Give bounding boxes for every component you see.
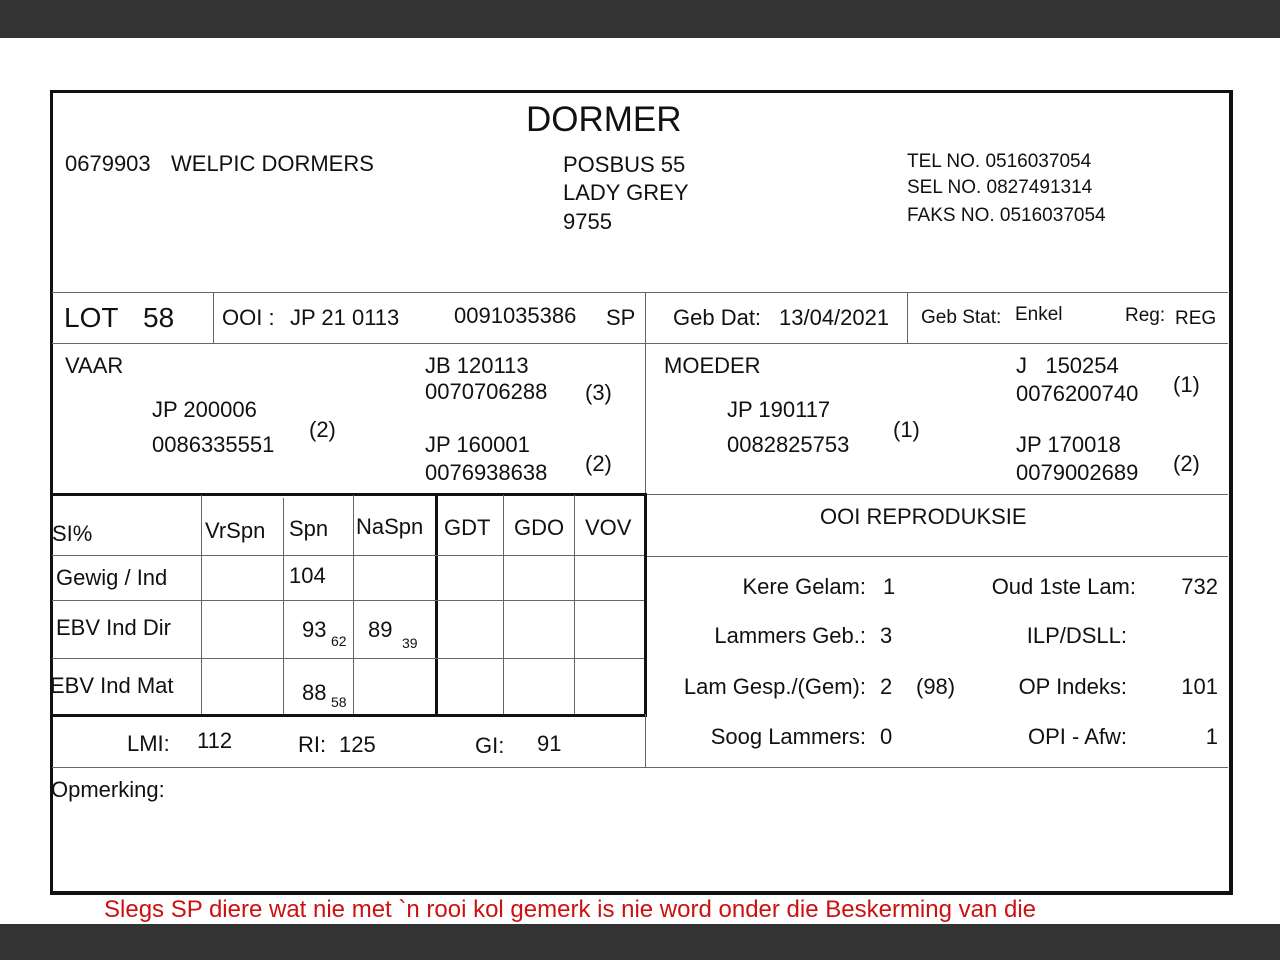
geb-dat-label: Geb Dat: <box>673 305 762 330</box>
si-header-si: SI% <box>52 521 93 546</box>
soog-lammers-value: 0 <box>880 724 893 749</box>
lmi-value: 112 <box>197 728 233 753</box>
moeder-dam-grade: (2) <box>1173 451 1200 476</box>
si-row-naspn: 89 <box>368 617 393 642</box>
moeder-number: 0082825753 <box>727 432 850 457</box>
si-row-label: Gewig / Ind <box>56 565 168 590</box>
lot-label: LOT <box>64 302 119 333</box>
vaar-dam-id: JP 160001 <box>425 432 530 457</box>
divider <box>201 495 202 715</box>
lam-gem-value: (98) <box>916 674 956 699</box>
moeder-label: MOEDER <box>664 353 761 378</box>
divider <box>52 555 644 556</box>
divider <box>50 493 647 496</box>
geb-dat-value: 13/04/2021 <box>779 305 890 330</box>
op-indeks-value: 101 <box>1181 674 1218 699</box>
si-header-gdo: GDO <box>514 515 565 540</box>
breeder-name: WELPIC DORMERS <box>171 151 374 176</box>
vaar-sire-id: JB 120113 <box>425 353 529 378</box>
lot-number: 58 <box>143 302 175 333</box>
moeder-id: JP 190117 <box>727 397 831 422</box>
reg-label: Reg: <box>1125 305 1166 326</box>
divider <box>645 714 646 767</box>
geb-stat-value: Enkel <box>1015 304 1063 325</box>
address-line-1: POSBUS 55 <box>563 152 686 177</box>
vaar-label: VAAR <box>65 353 124 378</box>
vaar-grade: (2) <box>309 417 336 442</box>
reproduction-title: OOI REPRODUKSIE <box>820 504 1027 529</box>
ilp-dsll-label: ILP/DSLL: <box>1026 623 1127 648</box>
moeder-grade: (1) <box>893 417 920 442</box>
divider <box>50 714 647 717</box>
breeder-number: 0679903 <box>65 151 151 176</box>
protection-note: Slegs SP diere wat nie met `n rooi kol gemerk is nie word onder die Beskerming van die <box>104 896 1037 923</box>
divider <box>52 292 1228 293</box>
divider <box>52 767 1228 768</box>
gi-label: GI: <box>475 733 505 758</box>
divider <box>353 495 354 715</box>
divider <box>52 658 644 659</box>
divider <box>647 494 1228 495</box>
si-row-label: EBV Ind Mat <box>50 673 174 698</box>
moeder-sire-number: 0076200740 <box>1016 381 1139 406</box>
bottom-bar <box>0 924 1280 960</box>
ooi-reg-number: 0091035386 <box>454 303 577 328</box>
si-row-spn-accuracy: 58 <box>331 694 347 710</box>
oud-1ste-lam-label: Oud 1ste Lam: <box>991 574 1136 599</box>
divider <box>52 343 1228 344</box>
reg-value: REG <box>1175 308 1217 329</box>
lam-gesp-label: Lam Gesp./(Gem): <box>683 674 866 699</box>
divider <box>503 495 504 715</box>
lam-gesp-value: 2 <box>880 674 893 699</box>
si-header-naspn: NaSpn <box>356 514 424 539</box>
op-indeks-label: OP Indeks: <box>1018 674 1127 699</box>
vaar-sire-number: 0070706288 <box>425 379 548 404</box>
top-bar <box>0 0 1280 38</box>
lammers-geb-value: 3 <box>880 623 893 648</box>
si-row-spn: 88 <box>302 680 327 705</box>
vaar-dam-number: 0076938638 <box>425 460 548 485</box>
si-row-spn: 93 <box>302 617 327 642</box>
si-header-vrspn: VrSpn <box>205 518 266 543</box>
address-line-2: LADY GREY <box>563 180 689 205</box>
divider <box>52 600 644 601</box>
lmi-label: LMI: <box>127 731 170 756</box>
ooi-grade: SP <box>606 305 636 330</box>
si-header-vov: VOV <box>585 515 632 540</box>
remarks-label: Opmerking: <box>51 777 165 802</box>
si-row-spn: 104 <box>289 563 326 588</box>
divider <box>435 493 438 715</box>
divider <box>213 292 214 343</box>
moeder-dam-number: 0079002689 <box>1016 460 1139 485</box>
ooi-id: JP 21 0113 <box>290 305 400 330</box>
kere-gelam-value: 1 <box>883 574 896 599</box>
lammers-geb-label: Lammers Geb.: <box>714 623 866 648</box>
gi-value: 91 <box>537 731 562 756</box>
vaar-dam-grade: (2) <box>585 451 612 476</box>
tel-number: TEL NO. 0516037054 <box>907 151 1092 172</box>
si-header-spn: Spn <box>289 516 329 541</box>
divider <box>647 556 1228 557</box>
oud-1ste-lam-value: 732 <box>1181 574 1218 599</box>
si-row-label: EBV Ind Dir <box>56 615 171 640</box>
moeder-sire-grade: (1) <box>1173 372 1200 397</box>
opi-afw-label: OPI - Afw: <box>1027 724 1127 749</box>
ri-value: 125 <box>339 732 376 757</box>
geb-stat-label: Geb Stat: <box>921 307 1002 328</box>
address-postcode: 9755 <box>563 209 612 234</box>
vaar-number: 0086335551 <box>152 432 275 457</box>
si-row-naspn-accuracy: 39 <box>402 635 418 651</box>
ooi-label: OOI : <box>222 305 275 330</box>
moeder-dam-id: JP 170018 <box>1016 432 1121 457</box>
opi-afw-value: 1 <box>1205 724 1218 749</box>
divider <box>645 292 646 494</box>
divider <box>283 498 284 715</box>
vaar-sire-grade: (3) <box>585 380 612 405</box>
sel-number: SEL NO. 0827491314 <box>907 177 1093 198</box>
divider <box>907 292 908 343</box>
ri-label: RI: <box>298 732 327 757</box>
soog-lammers-label: Soog Lammers: <box>710 724 866 749</box>
divider <box>574 495 575 715</box>
si-header-gdt: GDT <box>444 515 491 540</box>
faks-number: FAKS NO. 0516037054 <box>907 205 1106 226</box>
si-row-spn-accuracy: 62 <box>331 633 347 649</box>
kere-gelam-label: Kere Gelam: <box>742 574 866 599</box>
breed-title: DORMER <box>526 100 682 139</box>
vaar-id: JP 200006 <box>152 397 257 422</box>
divider <box>644 493 647 715</box>
moeder-sire-id: J 150254 <box>1016 353 1119 378</box>
